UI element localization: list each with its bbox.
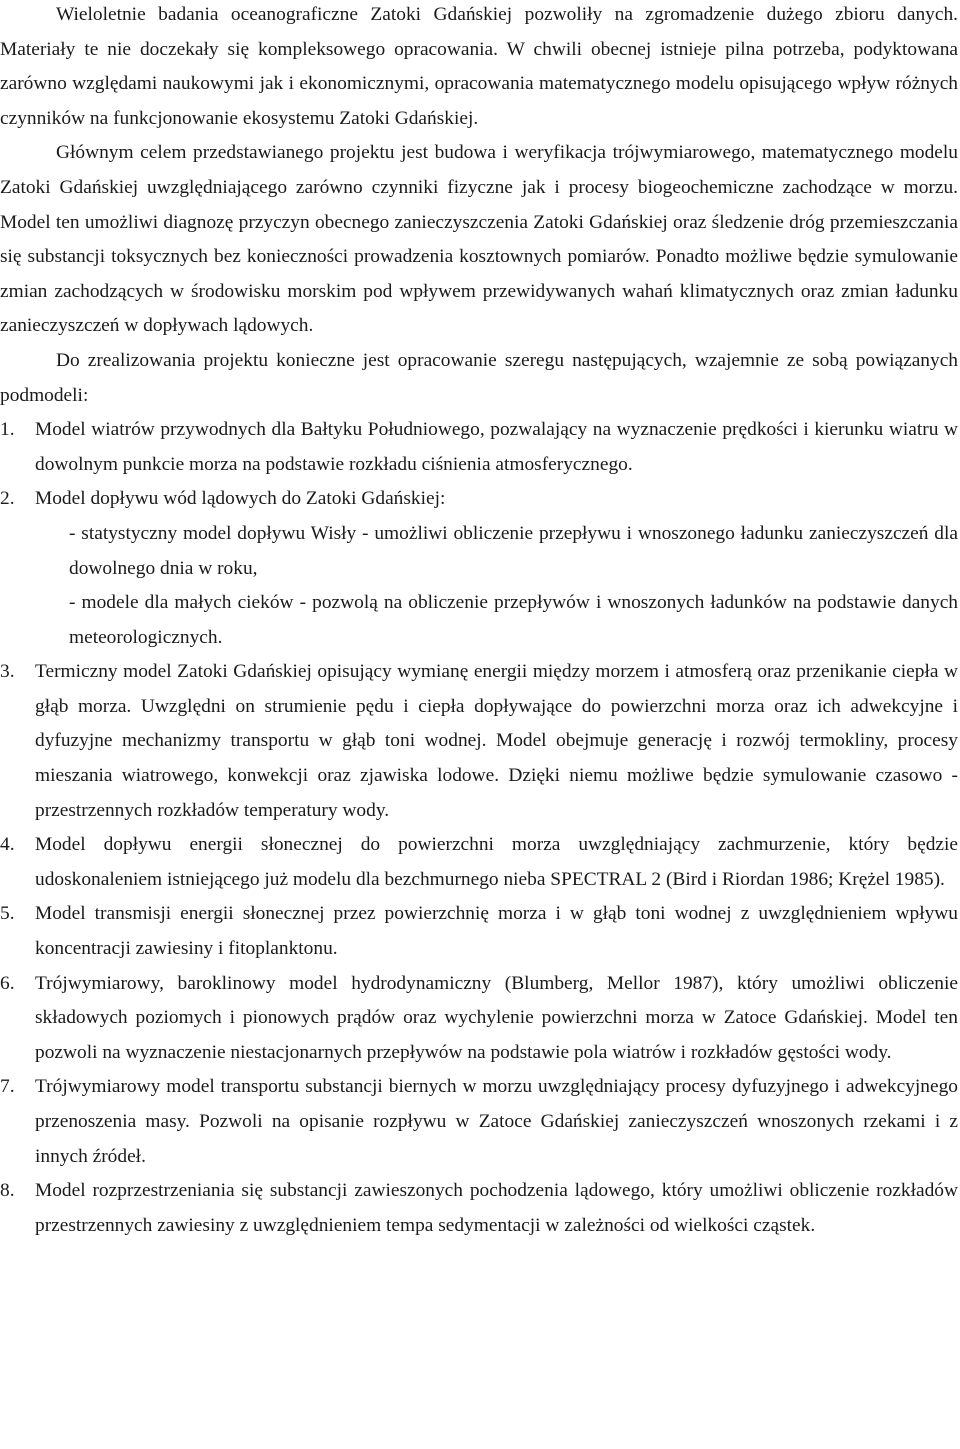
list-item-body — [35, 482, 958, 655]
list-item-number: 8. — [0, 1180, 15, 1202]
sublist-item: - modele dla małych cieków - pozwolą na obliczenie przepływów i wnoszonych ładunków na podstawie danych meteorologicznych. — [69, 592, 958, 648]
list-item-number: 4. — [0, 834, 15, 856]
list-item — [0, 482, 958, 655]
list-item-number: 2. — [0, 488, 15, 510]
list-item-number: 1. — [0, 419, 15, 441]
list-item-text: Model dopływu energii słonecznej do powierzchni morza uwzględniający zachmurzenie, który będzie udoskonaleniem istniejącego już modelu dla bezchmurnego nieba SPECTRAL 2 (Bird i Riordan 1986; Krężel 1985). — [35, 834, 958, 890]
list-item-text: Model dopływu wód lądowych do Zatoki Gdańskiej: — [35, 488, 446, 510]
intro-paragraph-3: Do zrealizowania projektu konieczne jest opracowanie szeregu następujących, wzajemnie ze sobą powiązanych podmodeli: — [0, 349, 958, 406]
list-item-text: Termiczny model Zatoki Gdańskiej opisujący wymianę energii między morzem i atmosferą oraz przenikanie ciepła w głąb morza. Uwzględni on strumienie pędu i ciepła dopływające do powierzchni morza oraz ich adwekcyjne i dyfuzyjne mechanizmy transportu w głąb toni wodnej. Model obejmuje generację i rozwój termokliny, procesy mieszania wiatrowego, konwekcji oraz zjawiska lodowe. Dzięki niemu możliwe będzie symulowanie czasowo - przestrzennych rozkładów temperatury wody. — [35, 661, 958, 821]
intro-paragraph-2: Głównym celem przedstawianego projektu jest budowa i weryfikacja trójwymiarowego, matematycznego modelu Zatoki Gdańskiej uwzględniającego zarówno czynniki fizyczne jak i procesy biogeochemiczne zachodzące w morzu. Model ten umożliwi diagnozę przyczyn obecnego zanieczyszczenia Zatoki Gdańskiej oraz śledzenie dróg przemieszczania się substancji toksycznych bez konieczności prowadzenia kosztownych pomiarów. Ponadto możliwe będzie symulowanie zmian zachodzących w środowisku morskim pod wpływem przewidywanych wahań klimatycznych oraz zmian ładunku zanieczyszczeń w dopływach lądowych. — [0, 142, 958, 337]
intro-paragraph-1: Wieloletnie badania oceanograficzne Zatoki Gdańskiej pozwoliły na zgromadzenie dużego zbioru danych. Materiały te nie doczekały się kompleksowego opracowania. W chwili obecnej istnieje pilna potrzeba, podyktowana zarówno względami naukowymi jak i ekonomicznymi, opracowania matematycznego modelu opisującego wpływ różnych czynników na funkcjonowanie ekosystemu Zatoki Gdańskiej. — [0, 4, 958, 129]
list-item-text: Trójwymiarowy, baroklinowy model hydrodynamiczny (Blumberg, Mellor 1987), który umożliwi obliczenie składowych poziomych i pionowych prądów oraz wychylenie powierzchni morza w Zatoce Gdańskiej. Model ten pozwoli na wyznaczenie niestacjonarnych przepływów na podstawie pola wiatrów i rozkładów gęstości wody. — [35, 972, 958, 1063]
sublist — [35, 517, 958, 655]
list-item-text: Trójwymiarowy model transportu substancji biernych w morzu uwzględniający procesy dyfuzyjnego i adwekcyjnego przenoszenia masy. Pozwoli na opisanie rozpływu w Zatoce Gdańskiej zanieczyszczeń wnoszonych rzekami i z innych źródeł. — [35, 1076, 958, 1167]
list-item-number: 5. — [0, 903, 15, 925]
list-item — [0, 1070, 958, 1174]
list-item — [0, 897, 958, 966]
list-item — [0, 413, 958, 482]
list-item-text: Model wiatrów przywodnych dla Bałtyku Południowego, pozwalający na wyznaczenie prędkości i kierunku wiatru w dowolnym punkcie morza na podstawie rozkładu ciśnienia atmosferycznego. — [35, 419, 958, 475]
list-item-number: 6. — [0, 972, 15, 994]
list-item-number: 3. — [0, 661, 15, 683]
submodel-list — [0, 413, 958, 1243]
list-item-number: 7. — [0, 1076, 15, 1098]
list-item — [0, 1174, 958, 1243]
list-item — [0, 828, 958, 897]
list-item — [0, 655, 958, 828]
list-item-text: Model rozprzestrzeniania się substancji zawieszonych pochodzenia lądowego, który umożliwi obliczenie rozkładów przestrzennych zawiesiny z uwzględnieniem tempa sedymentacji w zależności od wielkości cząstek. — [35, 1180, 958, 1236]
sublist-item: - statystyczny model dopływu Wisły - umożliwi obliczenie przepływu i wnoszonego ładunku zanieczyszczeń dla dowolnego dnia w roku, — [69, 522, 958, 579]
list-item-text: Model transmisji energii słonecznej przez powierzchnię morza i w głąb toni wodnej z uwzględnieniem wpływu koncentracji zawiesiny i fitoplanktonu. — [35, 903, 958, 960]
list-item — [0, 967, 958, 1071]
